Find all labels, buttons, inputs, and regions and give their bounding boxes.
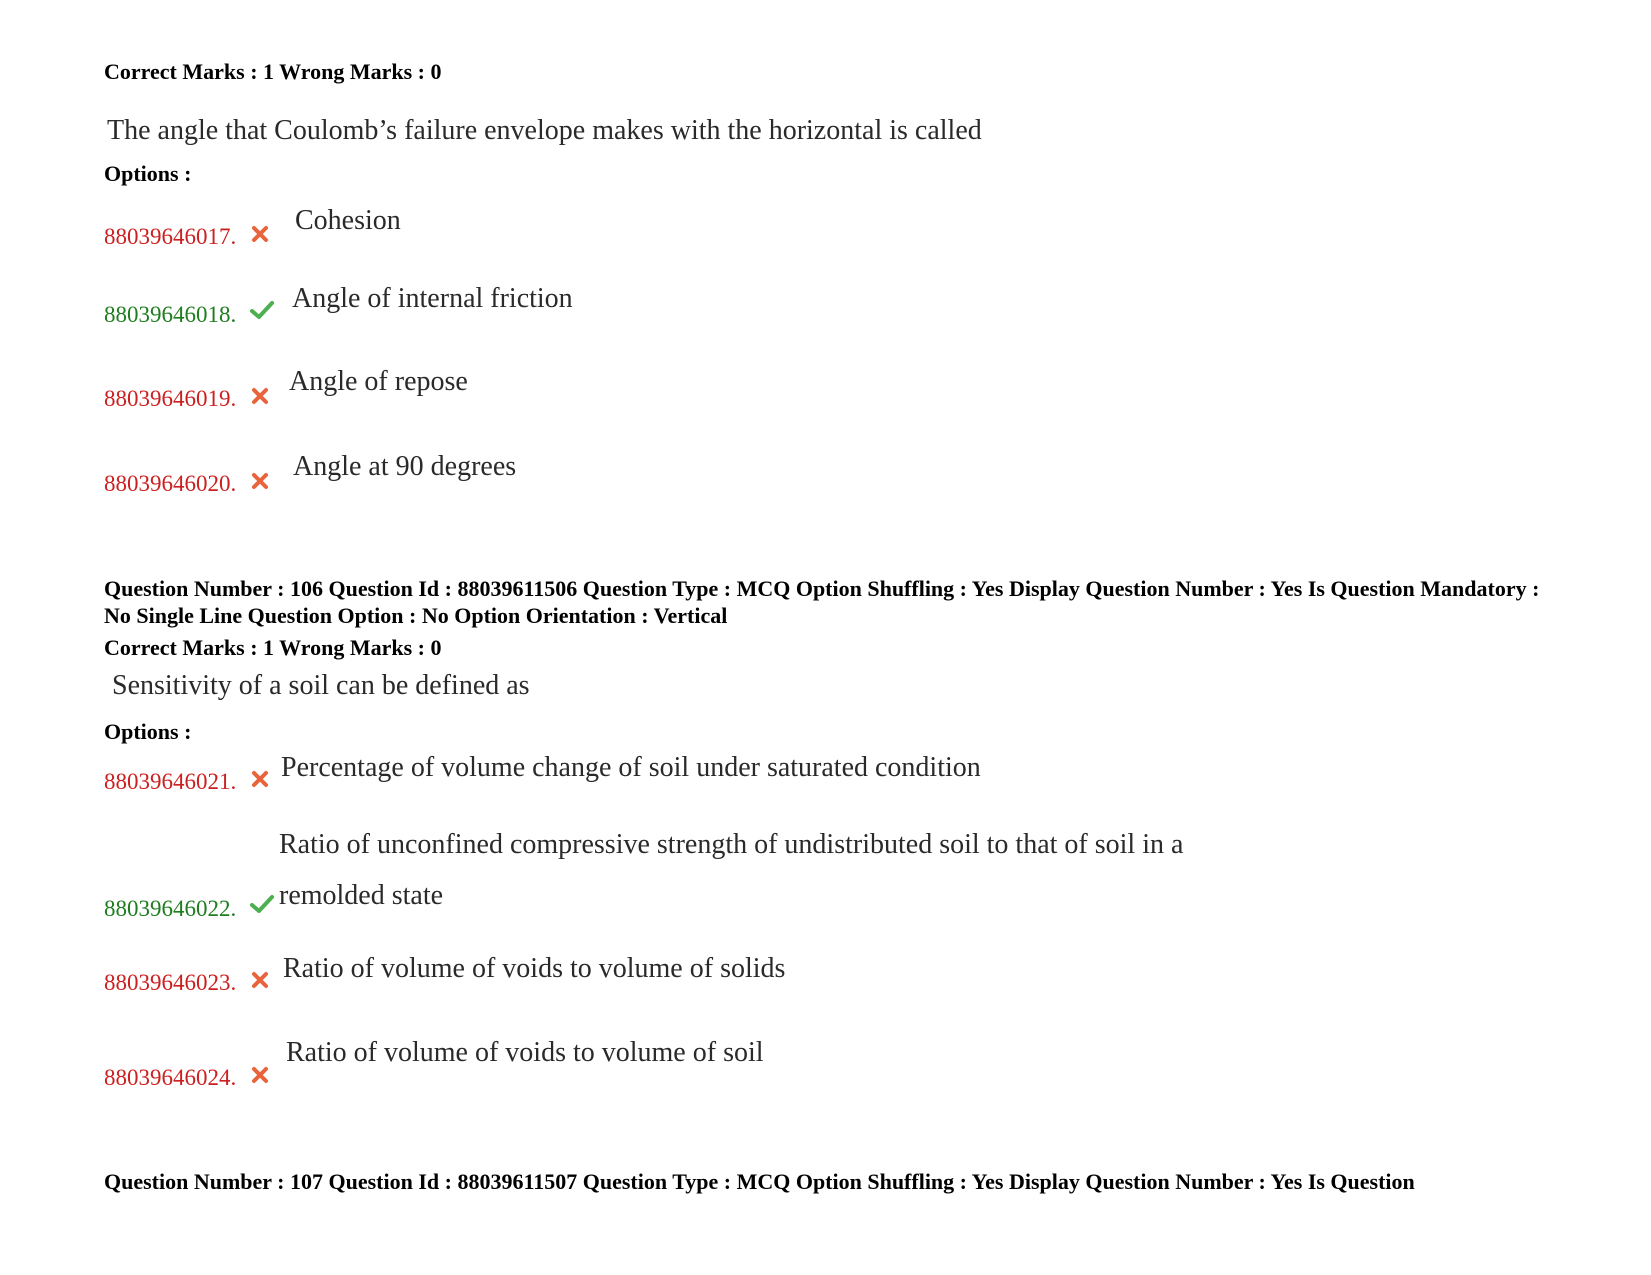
q105-option-4-id: 88039646020. <box>104 471 237 496</box>
q106-option-2-id: 88039646022. <box>104 896 237 921</box>
q106-option-2-text-line2: remolded state <box>279 880 444 911</box>
cross-icon <box>250 224 270 244</box>
cross-icon <box>250 1065 270 1085</box>
q106-option-4-text: Ratio of volume of voids to volume of soil <box>286 1037 764 1068</box>
q106-option-1-text: Percentage of volume change of soil under saturated condition <box>281 752 981 783</box>
q106-option-4-id: 88039646024. <box>104 1065 237 1090</box>
cross-icon <box>250 970 270 990</box>
q106-option-3-text: Ratio of volume of voids to volume of solids <box>283 953 786 984</box>
q106-header: Question Number : 106 Question Id : 88039611506 Question Type : MCQ Option Shuffling : Yes Display Question Number : Yes Is Question Mandatory : No Single Line Question Option : No Option Orientation : Vertical <box>104 576 1540 628</box>
q105-question-text: The angle that Coulomb’s failure envelope makes with the horizontal is called <box>107 115 982 146</box>
q105-option-1-text: Cohesion <box>295 205 401 236</box>
cross-icon <box>250 769 270 789</box>
q105-option-3-id: 88039646019. <box>104 386 237 411</box>
q105-option-3-text: Angle of repose <box>289 366 468 397</box>
q105-marks: Correct Marks : 1 Wrong Marks : 0 <box>104 59 442 84</box>
check-icon <box>250 894 274 914</box>
q105-option-4-text: Angle at 90 degrees <box>293 451 517 482</box>
check-icon <box>250 300 274 320</box>
q107-header: Question Number : 107 Question Id : 88039611507 Question Type : MCQ Option Shuffling : Yes Display Question Number : Yes Is Question <box>104 1169 1415 1194</box>
q106-option-3-id: 88039646023. <box>104 970 237 995</box>
q105-option-2-text: Angle of internal friction <box>292 283 573 314</box>
cross-icon <box>250 386 270 406</box>
q105-option-1-id: 88039646017. <box>104 224 237 249</box>
q105-option-2-id: 88039646018. <box>104 302 237 327</box>
q106-options-label: Options : <box>104 719 192 744</box>
q106-question-text: Sensitivity of a soil can be defined as <box>112 670 530 701</box>
q106-option-2-text-line1: Ratio of unconfined compressive strength of undistributed soil to that of soil in a <box>279 829 1184 860</box>
q105-options-label: Options : <box>104 161 192 186</box>
cross-icon <box>250 471 270 491</box>
q106-option-1-id: 88039646021. <box>104 769 237 794</box>
q106-marks: Correct Marks : 1 Wrong Marks : 0 <box>104 635 442 660</box>
